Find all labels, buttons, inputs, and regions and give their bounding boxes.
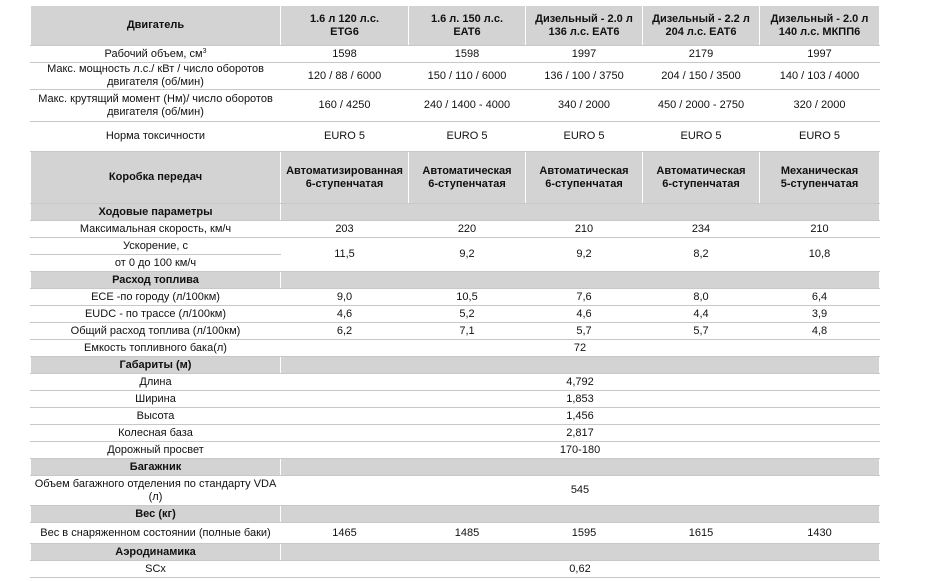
torque-row [31,90,880,122]
table-cell: 240 / 1400 - 4000 [409,90,526,122]
table-cell: 234 [643,221,760,238]
table-cell: 1997 [526,46,643,63]
engine-col-3: Дизельный - 2.0 л 136 л.с. EAT6 [526,6,643,46]
height-label: Высота [31,408,281,425]
table-cell: 136 / 100 / 3750 [526,63,643,90]
table-cell: 4,6 [526,306,643,323]
length-label: Длина [31,374,281,391]
gearbox-col-5: Механическая 5-ступенчатая [760,152,880,204]
table-cell: 10,8 [760,238,880,272]
gearbox-col-2: Автоматическая 6-ступенчатая [409,152,526,204]
weight-label: Вес в снаряженном состоянии (полные баки) [31,523,281,544]
emission-label: Норма токсичности [31,122,281,152]
acceleration-row-1 [31,238,880,255]
table-cell: 5,7 [643,323,760,340]
table-cell: 210 [526,221,643,238]
section-heading: Габариты (м) [31,357,281,374]
table-cell: 8,0 [643,289,760,306]
clearance-row [31,442,880,459]
table-cell: EURO 5 [760,122,880,152]
table-cell: 450 / 2000 - 2750 [643,90,760,122]
gearbox-row [31,152,880,204]
height-value: 1,456 [281,408,880,425]
table-cell: 6,4 [760,289,880,306]
width-value: 1,853 [281,391,880,408]
fuel-highway-label: EUDC - по трассе (л/100км) [31,306,281,323]
torque-label: Макс. крутящий момент (Нм)/ число оборотов двигателя (об/мин) [31,90,281,122]
fuel-city-label: ECE -по городу (л/100км) [31,289,281,306]
table-cell: 10,5 [409,289,526,306]
tank-value: 72 [281,340,880,357]
table-cell: 4,6 [281,306,409,323]
table-cell: 150 / 110 / 6000 [409,63,526,90]
length-row [31,374,880,391]
weight-row [31,523,880,544]
engine-col-2: 1.6 л. 150 л.с. EAT6 [409,6,526,46]
table-cell: EURO 5 [526,122,643,152]
table-cell: 7,1 [409,323,526,340]
width-label: Ширина [31,391,281,408]
table-cell: 4,8 [760,323,880,340]
fuel-combined-label: Общий расход топлива (л/100км) [31,323,281,340]
fuel-section-row [31,272,880,289]
table-cell: 9,2 [409,238,526,272]
table-cell: 1465 [281,523,409,544]
table-cell: 6,2 [281,323,409,340]
table-cell: 340 / 2000 [526,90,643,122]
width-row [31,391,880,408]
power-label: Макс. мощность л.с./ кВт / число оборотов двигателя (об/мин) [31,63,281,90]
length-value: 4,792 [281,374,880,391]
fuel-highway-row [31,306,880,323]
table-cell: 2179 [643,46,760,63]
clearance-value: 170-180 [281,442,880,459]
power-row [31,63,880,90]
scx-value: 0,62 [281,561,880,578]
displacement-label: Рабочий объем, $см^3$ [31,46,281,63]
acceleration-label: Ускорение, с [31,238,281,255]
clearance-label: Дорожный просвет [31,442,281,459]
engine-col-1: 1.6 л 120 л.с. ETG6 [281,6,409,46]
table-cell: EURO 5 [409,122,526,152]
wheelbase-label: Колесная база [31,425,281,442]
table-cell: 3,9 [760,306,880,323]
table-cell: 120 / 88 / 6000 [281,63,409,90]
table-cell: 9,2 [526,238,643,272]
table-cell: 9,0 [281,289,409,306]
trunk-label: Объем багажного отделения по стандарту VDA (л) [31,476,281,506]
gearbox-col-1: Автоматизированная 6-ступенчатая [281,152,409,204]
table-cell: 8,2 [643,238,760,272]
table-cell: 1997 [760,46,880,63]
height-row [31,408,880,425]
aero-section-row [31,544,880,561]
table-cell: EURO 5 [643,122,760,152]
scx-row [31,561,880,578]
table-cell: 210 [760,221,880,238]
trunk-section-row [31,459,880,476]
tank-row [31,340,880,357]
table-cell: 220 [409,221,526,238]
table-cell: 5,7 [526,323,643,340]
section-heading: Вес (кг) [31,506,281,523]
emission-row [31,122,880,152]
table-cell: 1615 [643,523,760,544]
table-cell: 204 / 150 / 3500 [643,63,760,90]
section-heading: Расход топлива [31,272,281,289]
dimensions-section-row [31,357,880,374]
table-cell: EURO 5 [281,122,409,152]
wheelbase-value: 2,817 [281,425,880,442]
tank-label: Емкость топливного бака(л) [31,340,281,357]
gearbox-col-3: Автоматическая 6-ступенчатая [526,152,643,204]
section-heading: Аэродинамика [31,544,281,561]
acceleration-sublabel: от 0 до 100 км/ч [31,255,281,272]
displacement-row [31,46,880,63]
engine-label: Двигатель [31,6,281,46]
wheelbase-row [31,425,880,442]
table-cell: 320 / 2000 [760,90,880,122]
fuel-combined-row [31,323,880,340]
section-heading: Ходовые параметры [31,204,281,221]
scx-label: SCx [31,561,281,578]
table-cell: 4,4 [643,306,760,323]
table-cell: 1485 [409,523,526,544]
spec-table [30,5,880,578]
driving-section-row [31,204,880,221]
trunk-row [31,476,880,506]
gearbox-col-4: Автоматическая 6-ступенчатая [643,152,760,204]
engine-header-row [31,6,880,46]
table-cell: 160 / 4250 [281,90,409,122]
weight-section-row [31,506,880,523]
engine-col-4: Дизельный - 2.2 л 204 л.с. EAT6 [643,6,760,46]
fuel-city-row [31,289,880,306]
table-cell: 1595 [526,523,643,544]
engine-col-5: Дизельный - 2.0 л 140 л.с. МКПП6 [760,6,880,46]
table-cell: 1598 [281,46,409,63]
max-speed-row [31,221,880,238]
table-cell: 7,6 [526,289,643,306]
table-cell: 5,2 [409,306,526,323]
gearbox-label: Коробка передач [31,152,281,204]
table-cell: 1598 [409,46,526,63]
table-cell: 203 [281,221,409,238]
table-cell: 140 / 103 / 4000 [760,63,880,90]
max-speed-label: Максимальная скорость, км/ч [31,221,281,238]
table-cell: 11,5 [281,238,409,272]
trunk-value: 545 [281,476,880,506]
section-heading: Багажник [31,459,281,476]
table-cell: 1430 [760,523,880,544]
